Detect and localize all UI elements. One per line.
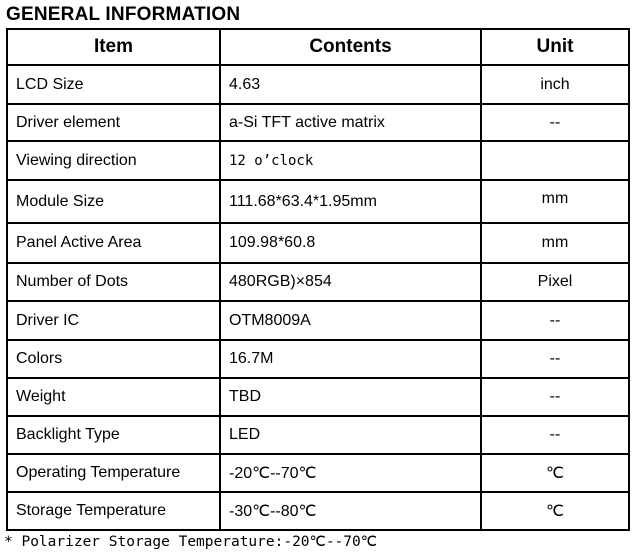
unit-cell: -- [481, 340, 629, 378]
column-header-item: Item [7, 29, 220, 65]
item-cell: Backlight Type [7, 416, 220, 454]
item-cell: Driver IC [7, 301, 220, 340]
unit-cell: -- [481, 301, 629, 340]
item-cell: Viewing direction [7, 141, 220, 180]
unit-cell: ℃ [481, 454, 629, 492]
section-title: GENERAL INFORMATION [6, 4, 241, 25]
unit-cell: mm [481, 223, 629, 263]
table-row [7, 492, 629, 530]
contents-cell: TBD [220, 378, 481, 416]
contents-cell: 16.7M [220, 340, 481, 378]
unit-cell: ℃ [481, 492, 629, 530]
contents-cell: 4.63 [220, 65, 481, 104]
table-row [7, 223, 629, 263]
table-row [7, 378, 629, 416]
contents-cell: a-Si TFT active matrix [220, 104, 481, 141]
item-cell: LCD Size [7, 65, 220, 104]
contents-cell: 12 o’clock [220, 141, 481, 180]
footnote: * Polarizer Storage Temperature:-20℃--70℃ [4, 534, 378, 550]
contents-cell: OTM8009A [220, 301, 481, 340]
contents-cell: LED [220, 416, 481, 454]
item-cell: Operating Temperature [7, 454, 220, 492]
table-row [7, 340, 629, 378]
item-cell: Panel Active Area [7, 223, 220, 263]
unit-cell: -- [481, 416, 629, 454]
unit-cell: -- [481, 378, 629, 416]
contents-cell: 111.68*63.4*1.95mm [220, 180, 481, 223]
item-cell: Storage Temperature [7, 492, 220, 530]
table-row [7, 416, 629, 454]
item-cell: Weight [7, 378, 220, 416]
column-header-contents: Contents [220, 29, 481, 65]
unit-cell: Pixel [481, 263, 629, 301]
contents-cell: 480RGB)×854 [220, 263, 481, 301]
item-cell: Number of Dots [7, 263, 220, 301]
table-row [7, 65, 629, 104]
table-row [7, 454, 629, 492]
unit-cell [481, 141, 629, 180]
table-header-row [7, 29, 629, 65]
contents-cell: 109.98*60.8 [220, 223, 481, 263]
table-row [7, 263, 629, 301]
unit-cell: -- [481, 104, 629, 141]
contents-cell: -30℃--80℃ [220, 492, 481, 530]
unit-cell: inch [481, 65, 629, 104]
unit-cell: mm [481, 180, 629, 223]
general-information-table [6, 28, 630, 531]
item-cell: Driver element [7, 104, 220, 141]
contents-cell: -20℃--70℃ [220, 454, 481, 492]
item-cell: Colors [7, 340, 220, 378]
item-cell: Module Size [7, 180, 220, 223]
table-row [7, 301, 629, 340]
column-header-unit: Unit [481, 29, 629, 65]
table-row [7, 104, 629, 141]
table-row [7, 141, 629, 180]
table-row [7, 180, 629, 223]
